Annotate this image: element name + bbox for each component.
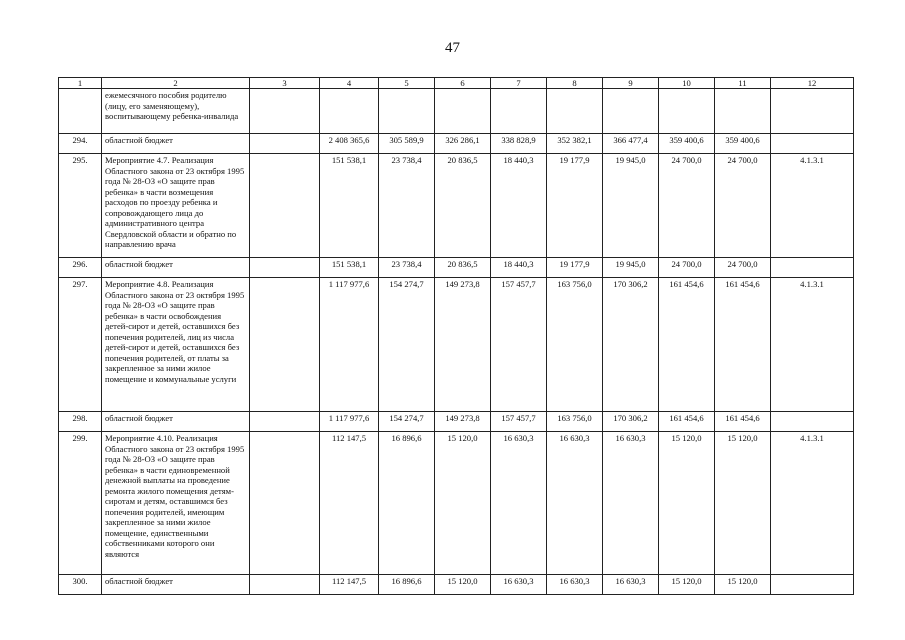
row-code — [771, 134, 854, 154]
row-value — [715, 89, 771, 134]
row-col3 — [250, 412, 320, 432]
row-value: 149 273,8 — [435, 412, 491, 432]
row-value: 16 630,3 — [491, 575, 547, 595]
row-code: 4.1.3.1 — [771, 154, 854, 258]
column-header: 8 — [547, 78, 603, 89]
row-value: 24 700,0 — [715, 154, 771, 258]
row-number: 297. — [59, 278, 102, 412]
row-name: областной бюджет — [102, 412, 250, 432]
row-value: 151 538,1 — [320, 154, 379, 258]
table-row — [59, 575, 854, 595]
budget-table — [58, 77, 854, 595]
row-value: 338 828,9 — [491, 134, 547, 154]
row-value: 19 177,9 — [547, 154, 603, 258]
column-header: 1 — [59, 78, 102, 89]
row-value: 163 756,0 — [547, 412, 603, 432]
row-code — [771, 258, 854, 278]
row-value — [547, 89, 603, 134]
row-number: 300. — [59, 575, 102, 595]
row-value: 16 630,3 — [603, 432, 659, 575]
row-number: 296. — [59, 258, 102, 278]
row-value: 19 945,0 — [603, 258, 659, 278]
row-value: 23 738,4 — [379, 154, 435, 258]
row-value: 15 120,0 — [435, 575, 491, 595]
row-value: 112 147,5 — [320, 575, 379, 595]
column-header: 11 — [715, 78, 771, 89]
row-value: 157 457,7 — [491, 412, 547, 432]
column-header: 2 — [102, 78, 250, 89]
row-name: Мероприятие 4.8. Реализация Областного закона от 23 октября 1995 года № 28-ОЗ «О защите прав ребенка» в части освобождения детей-сирот и детей, оставшихся без попечения родителей, лиц из числа детей-сирот и детей, оставшихся без попечения родителей, от платы за закрепленное за ними жилое помещение и коммунальные услуги — [102, 278, 250, 412]
row-value: 359 400,6 — [659, 134, 715, 154]
row-value: 366 477,4 — [603, 134, 659, 154]
row-value — [379, 89, 435, 134]
header-row — [59, 78, 854, 89]
column-header: 3 — [250, 78, 320, 89]
row-value: 16 630,3 — [547, 575, 603, 595]
table-row — [59, 432, 854, 575]
row-value: 154 274,7 — [379, 412, 435, 432]
row-col3 — [250, 89, 320, 134]
row-value: 15 120,0 — [715, 575, 771, 595]
row-col3 — [250, 432, 320, 575]
row-number: 298. — [59, 412, 102, 432]
row-value: 15 120,0 — [659, 432, 715, 575]
column-header: 4 — [320, 78, 379, 89]
row-value: 170 306,2 — [603, 412, 659, 432]
table-row — [59, 89, 854, 134]
row-value: 20 836,5 — [435, 258, 491, 278]
row-name: областной бюджет — [102, 258, 250, 278]
row-code — [771, 89, 854, 134]
row-number: 294. — [59, 134, 102, 154]
row-value: 305 589,9 — [379, 134, 435, 154]
table-row — [59, 134, 854, 154]
table-row — [59, 258, 854, 278]
row-number — [59, 89, 102, 134]
row-col3 — [250, 154, 320, 258]
row-number: 295. — [59, 154, 102, 258]
row-value: 352 382,1 — [547, 134, 603, 154]
row-col3 — [250, 278, 320, 412]
row-name: Мероприятие 4.7. Реализация Областного закона от 23 октября 1995 года № 28-ОЗ «О защите прав ребенка» в части возмещения расходов по проезду ребенка и сопровождающего лица до административного центра Свердловской области и обратно по направлению врача — [102, 154, 250, 258]
row-value: 16 630,3 — [547, 432, 603, 575]
row-value: 112 147,5 — [320, 432, 379, 575]
row-value — [320, 89, 379, 134]
row-value: 16 630,3 — [491, 432, 547, 575]
column-header: 9 — [603, 78, 659, 89]
row-value: 15 120,0 — [435, 432, 491, 575]
row-col3 — [250, 134, 320, 154]
row-value — [435, 89, 491, 134]
row-value: 170 306,2 — [603, 278, 659, 412]
row-code — [771, 412, 854, 432]
row-value: 326 286,1 — [435, 134, 491, 154]
row-code: 4.1.3.1 — [771, 432, 854, 575]
column-header: 12 — [771, 78, 854, 89]
row-name: Мероприятие 4.10. Реализация Областного закона от 23 октября 1995 года № 28-ОЗ «О защите прав ребенка» в части единовременной денежной выплаты на проведение ремонта жилого помещения детям-сиротам и детям, оставшимся без попечения родителей, имеющим закрепленное за ними жилое помещение, единственными собственниками которого они являются — [102, 432, 250, 575]
row-col3 — [250, 575, 320, 595]
row-col3 — [250, 258, 320, 278]
row-value — [603, 89, 659, 134]
row-value: 24 700,0 — [659, 154, 715, 258]
table-row — [59, 154, 854, 258]
row-value: 149 273,8 — [435, 278, 491, 412]
row-value: 16 630,3 — [603, 575, 659, 595]
page-number: 47 — [445, 40, 460, 56]
row-value: 24 700,0 — [659, 258, 715, 278]
row-value: 19 177,9 — [547, 258, 603, 278]
row-number: 299. — [59, 432, 102, 575]
row-value: 15 120,0 — [715, 432, 771, 575]
row-value: 151 538,1 — [320, 258, 379, 278]
row-value: 163 756,0 — [547, 278, 603, 412]
row-value — [659, 89, 715, 134]
row-name: областной бюджет — [102, 134, 250, 154]
column-header: 5 — [379, 78, 435, 89]
row-value: 19 945,0 — [603, 154, 659, 258]
row-value: 20 836,5 — [435, 154, 491, 258]
row-value: 2 408 365,6 — [320, 134, 379, 154]
row-value: 18 440,3 — [491, 154, 547, 258]
row-value: 161 454,6 — [715, 412, 771, 432]
row-code — [771, 575, 854, 595]
row-value: 359 400,6 — [715, 134, 771, 154]
row-value: 157 457,7 — [491, 278, 547, 412]
row-value: 16 896,6 — [379, 575, 435, 595]
row-value: 1 117 977,6 — [320, 278, 379, 412]
row-value: 161 454,6 — [715, 278, 771, 412]
table-row — [59, 278, 854, 412]
row-value: 24 700,0 — [715, 258, 771, 278]
row-value: 16 896,6 — [379, 432, 435, 575]
table-row — [59, 412, 854, 432]
row-value: 23 738,4 — [379, 258, 435, 278]
row-value: 15 120,0 — [659, 575, 715, 595]
row-name: ежемесячного пособия родителю (лицу, его заменяющему), воспитывающему ребенка-инвалида — [102, 89, 250, 134]
row-value: 18 440,3 — [491, 258, 547, 278]
column-header: 6 — [435, 78, 491, 89]
row-value — [491, 89, 547, 134]
row-value: 161 454,6 — [659, 412, 715, 432]
column-header: 10 — [659, 78, 715, 89]
row-value: 161 454,6 — [659, 278, 715, 412]
row-value: 154 274,7 — [379, 278, 435, 412]
column-header: 7 — [491, 78, 547, 89]
row-value: 1 117 977,6 — [320, 412, 379, 432]
row-name: областной бюджет — [102, 575, 250, 595]
row-code: 4.1.3.1 — [771, 278, 854, 412]
